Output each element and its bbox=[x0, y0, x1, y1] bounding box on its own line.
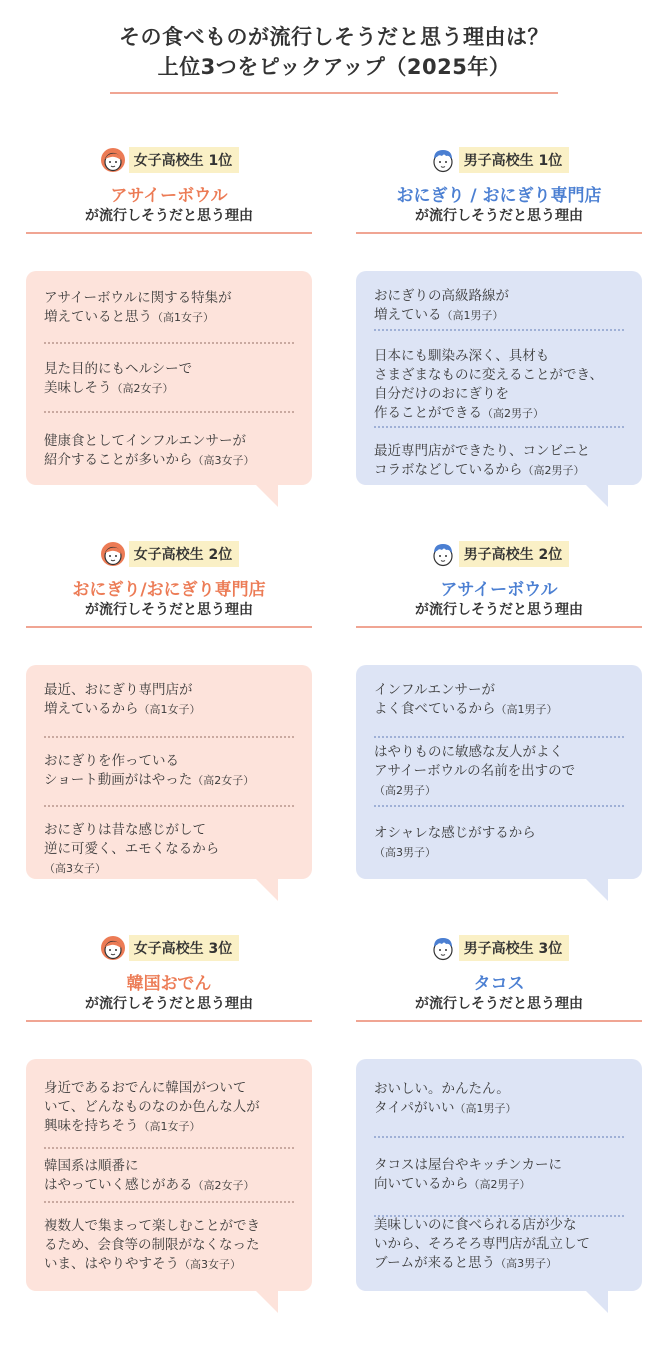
speech-bubble bbox=[26, 665, 312, 879]
section-divider bbox=[356, 1020, 642, 1022]
dotted-separator bbox=[374, 426, 624, 428]
reason-text bbox=[44, 1079, 306, 1136]
section-divider bbox=[356, 626, 642, 628]
respondent-tag: （高1女子） bbox=[138, 703, 201, 716]
reason-line: インフルエンサーが bbox=[374, 682, 495, 698]
rank-badge bbox=[356, 537, 642, 571]
boy-rank-3-card bbox=[356, 931, 642, 1321]
girl-face-icon bbox=[99, 540, 127, 568]
bubble-tail bbox=[254, 877, 278, 901]
reason-line: タコスは屋台やキッチンカーに bbox=[374, 1157, 563, 1173]
reason-line: いて、どんなものなのか色んな人が bbox=[44, 1099, 260, 1115]
food-item-title: おにぎり/おにぎり専門店 bbox=[72, 580, 266, 600]
food-item-title: アサイーボウル bbox=[110, 186, 228, 206]
food-item-title: タコス bbox=[473, 974, 525, 994]
page-header bbox=[0, 22, 668, 94]
page-title-line1: その食べものが流行しそうだと思う理由は？ bbox=[119, 25, 549, 49]
dotted-separator bbox=[44, 805, 294, 807]
reason-line: 逆に可愛く、エモくなるから bbox=[44, 841, 220, 857]
dotted-separator bbox=[374, 329, 624, 331]
header-divider bbox=[110, 92, 558, 94]
bubble-tail bbox=[254, 1289, 278, 1313]
respondent-tag: （高2男子） bbox=[522, 464, 585, 477]
respondent-tag: （高2女子） bbox=[192, 1179, 255, 1192]
section-divider bbox=[26, 626, 312, 628]
bubble-tail bbox=[584, 1289, 608, 1313]
reason-line: 自分だけのおにぎりを bbox=[374, 386, 509, 402]
dotted-separator bbox=[44, 1147, 294, 1149]
rank-label: 男子高校生 1位 bbox=[459, 147, 570, 173]
reason-line: オシャレな感じがするから bbox=[374, 825, 536, 841]
reason-line: 複数人で集まって楽しむことができ bbox=[44, 1218, 260, 1234]
reason-line: 美味しそう bbox=[44, 380, 112, 396]
boy-face-icon bbox=[429, 540, 457, 568]
reason-line: いから、そろそろ専門店が乱立して bbox=[374, 1236, 590, 1252]
reason-line: コラボなどしているから bbox=[374, 462, 523, 478]
reason-line: タイパがいい bbox=[374, 1100, 455, 1116]
reason-line: 日本にも馴染み深く、具材も bbox=[374, 348, 550, 364]
reason-line: ブームが来ると思う bbox=[374, 1255, 496, 1271]
reason-line: 紹介することが多いから bbox=[44, 452, 193, 468]
dotted-separator bbox=[374, 736, 624, 738]
respondent-tag: （高3男子） bbox=[495, 1257, 558, 1270]
food-item-title: アサイーボウル bbox=[440, 580, 558, 600]
reason-line: おにぎりを作っている bbox=[44, 753, 179, 769]
reason-line: 最近専門店ができたり、コンビニと bbox=[374, 443, 590, 459]
reason-line: おにぎりの高級路線が bbox=[374, 288, 509, 304]
dotted-separator bbox=[374, 1215, 624, 1217]
speech-bubble bbox=[26, 1059, 312, 1291]
reason-line: るため、会食等の制限がなくなった bbox=[44, 1237, 260, 1253]
respondent-tag: （高3男子） bbox=[374, 846, 436, 859]
reason-line: おにぎりは昔な感じがして bbox=[44, 822, 206, 838]
reason-text bbox=[44, 1217, 306, 1274]
respondent-tag: （高2女子） bbox=[192, 774, 255, 787]
section-divider bbox=[26, 232, 312, 234]
respondent-tag: （高2男子） bbox=[482, 407, 544, 420]
reason-text bbox=[44, 432, 306, 470]
rank-label: 女子高校生 1位 bbox=[129, 147, 240, 173]
speech-bubble bbox=[356, 271, 642, 485]
respondent-tag: （高1女子） bbox=[152, 311, 214, 324]
respondent-tag: （高3女子） bbox=[44, 862, 106, 875]
reason-subtitle: が流行しそうだと思う理由 bbox=[85, 208, 253, 224]
rank-label: 男子高校生 3位 bbox=[459, 935, 570, 961]
girl-face-icon bbox=[99, 146, 127, 174]
reason-text bbox=[44, 360, 306, 398]
bubble-tail bbox=[254, 483, 278, 507]
boy-rank-1-card bbox=[356, 143, 642, 515]
reason-subtitle: が流行しそうだと思う理由 bbox=[415, 996, 583, 1012]
speech-bubble bbox=[356, 1059, 642, 1291]
speech-bubble bbox=[356, 665, 642, 879]
reason-text bbox=[374, 1156, 636, 1194]
reason-text bbox=[374, 1080, 636, 1118]
reason-line: 健康食としてインフルエンサーが bbox=[44, 433, 246, 449]
reason-subtitle: が流行しそうだと思う理由 bbox=[85, 602, 253, 618]
rank-badge bbox=[26, 537, 312, 571]
rank-badge bbox=[26, 143, 312, 177]
reason-text bbox=[374, 681, 636, 719]
reason-line: 最近、おにぎり専門店が bbox=[44, 682, 193, 698]
reason-text bbox=[374, 1216, 636, 1273]
reason-text bbox=[374, 442, 636, 480]
reason-line: いま、はやりやすそう bbox=[44, 1256, 179, 1272]
reason-text bbox=[44, 1157, 306, 1195]
respondent-tag: （高1男子） bbox=[441, 309, 504, 322]
reason-line: はやっていく感じがある bbox=[44, 1177, 193, 1193]
reason-line: 作ることができる bbox=[374, 405, 482, 421]
reason-line: はやりものに敏感な友人がよく bbox=[374, 744, 563, 760]
boy-rank-2-card bbox=[356, 537, 642, 909]
reason-text bbox=[44, 821, 306, 878]
reason-line: 増えていると思う bbox=[44, 309, 152, 325]
food-item-title: おにぎり / おにぎり専門店 bbox=[396, 186, 602, 206]
reason-line: 身近であるおでんに韓国がついて bbox=[44, 1080, 247, 1096]
respondent-tag: （高3女子） bbox=[179, 1258, 241, 1271]
reason-subtitle: が流行しそうだと思う理由 bbox=[415, 602, 583, 618]
dotted-separator bbox=[374, 805, 624, 807]
respondent-tag: （高1男子） bbox=[454, 1102, 517, 1115]
rank-label: 女子高校生 3位 bbox=[129, 935, 240, 961]
page-title-line2: 上位3つをピックアップ（2025年） bbox=[157, 55, 511, 79]
respondent-tag: （高2女子） bbox=[111, 382, 174, 395]
boy-face-icon bbox=[429, 146, 457, 174]
reason-line: よく食べているから bbox=[374, 701, 496, 717]
reason-text bbox=[44, 752, 306, 790]
rank-badge bbox=[356, 931, 642, 965]
respondent-tag: （高2男子） bbox=[374, 784, 436, 797]
reason-line: さまざまなものに変えることができ、 bbox=[374, 367, 603, 383]
section-divider bbox=[356, 232, 642, 234]
dotted-separator bbox=[44, 1201, 294, 1203]
reason-text bbox=[44, 681, 306, 719]
respondent-tag: （高3女子） bbox=[192, 454, 255, 467]
reason-line: 向いているから bbox=[374, 1176, 469, 1192]
reason-line: 見た目的にもヘルシーで bbox=[44, 361, 193, 377]
bubble-tail bbox=[584, 877, 608, 901]
bubble-tail bbox=[584, 483, 608, 507]
speech-bubble bbox=[26, 271, 312, 485]
reason-line: 韓国系は順番に bbox=[44, 1158, 139, 1174]
reason-line: おいしい。かんたん。 bbox=[374, 1081, 510, 1097]
reason-line: 増えている bbox=[374, 307, 442, 323]
reason-line: 増えているから bbox=[44, 701, 139, 717]
reason-subtitle: が流行しそうだと思う理由 bbox=[85, 996, 253, 1012]
reason-text bbox=[374, 824, 636, 862]
section-divider bbox=[26, 1020, 312, 1022]
reason-text bbox=[44, 289, 306, 327]
reason-line: アサイーボウルに関する特集が bbox=[44, 290, 232, 306]
dotted-separator bbox=[374, 1136, 624, 1138]
respondent-tag: （高1女子） bbox=[138, 1120, 201, 1133]
dotted-separator bbox=[44, 736, 294, 738]
respondent-tag: （高1男子） bbox=[495, 703, 558, 716]
reason-text bbox=[374, 743, 636, 800]
rank-label: 男子高校生 2位 bbox=[459, 541, 570, 567]
girl-rank-3-card bbox=[26, 931, 312, 1321]
dotted-separator bbox=[44, 411, 294, 413]
rank-badge bbox=[356, 143, 642, 177]
reason-text bbox=[374, 347, 636, 423]
rank-badge bbox=[26, 931, 312, 965]
reason-line: 美味しいのに食べられる店が少な bbox=[374, 1217, 577, 1233]
reason-text bbox=[374, 287, 636, 325]
girl-face-icon bbox=[99, 934, 127, 962]
dotted-separator bbox=[44, 342, 294, 344]
reason-line: アサイーボウルの名前を出すので bbox=[374, 763, 576, 779]
boy-face-icon bbox=[429, 934, 457, 962]
girl-rank-2-card bbox=[26, 537, 312, 909]
reason-line: ショート動画がはやった bbox=[44, 772, 193, 788]
rank-label: 女子高校生 2位 bbox=[129, 541, 240, 567]
reason-line: 興味を持ちそう bbox=[44, 1118, 139, 1134]
respondent-tag: （高2男子） bbox=[468, 1178, 531, 1191]
food-item-title: 韓国おでん bbox=[126, 974, 212, 994]
reason-subtitle: が流行しそうだと思う理由 bbox=[415, 208, 583, 224]
girl-rank-1-card bbox=[26, 143, 312, 515]
